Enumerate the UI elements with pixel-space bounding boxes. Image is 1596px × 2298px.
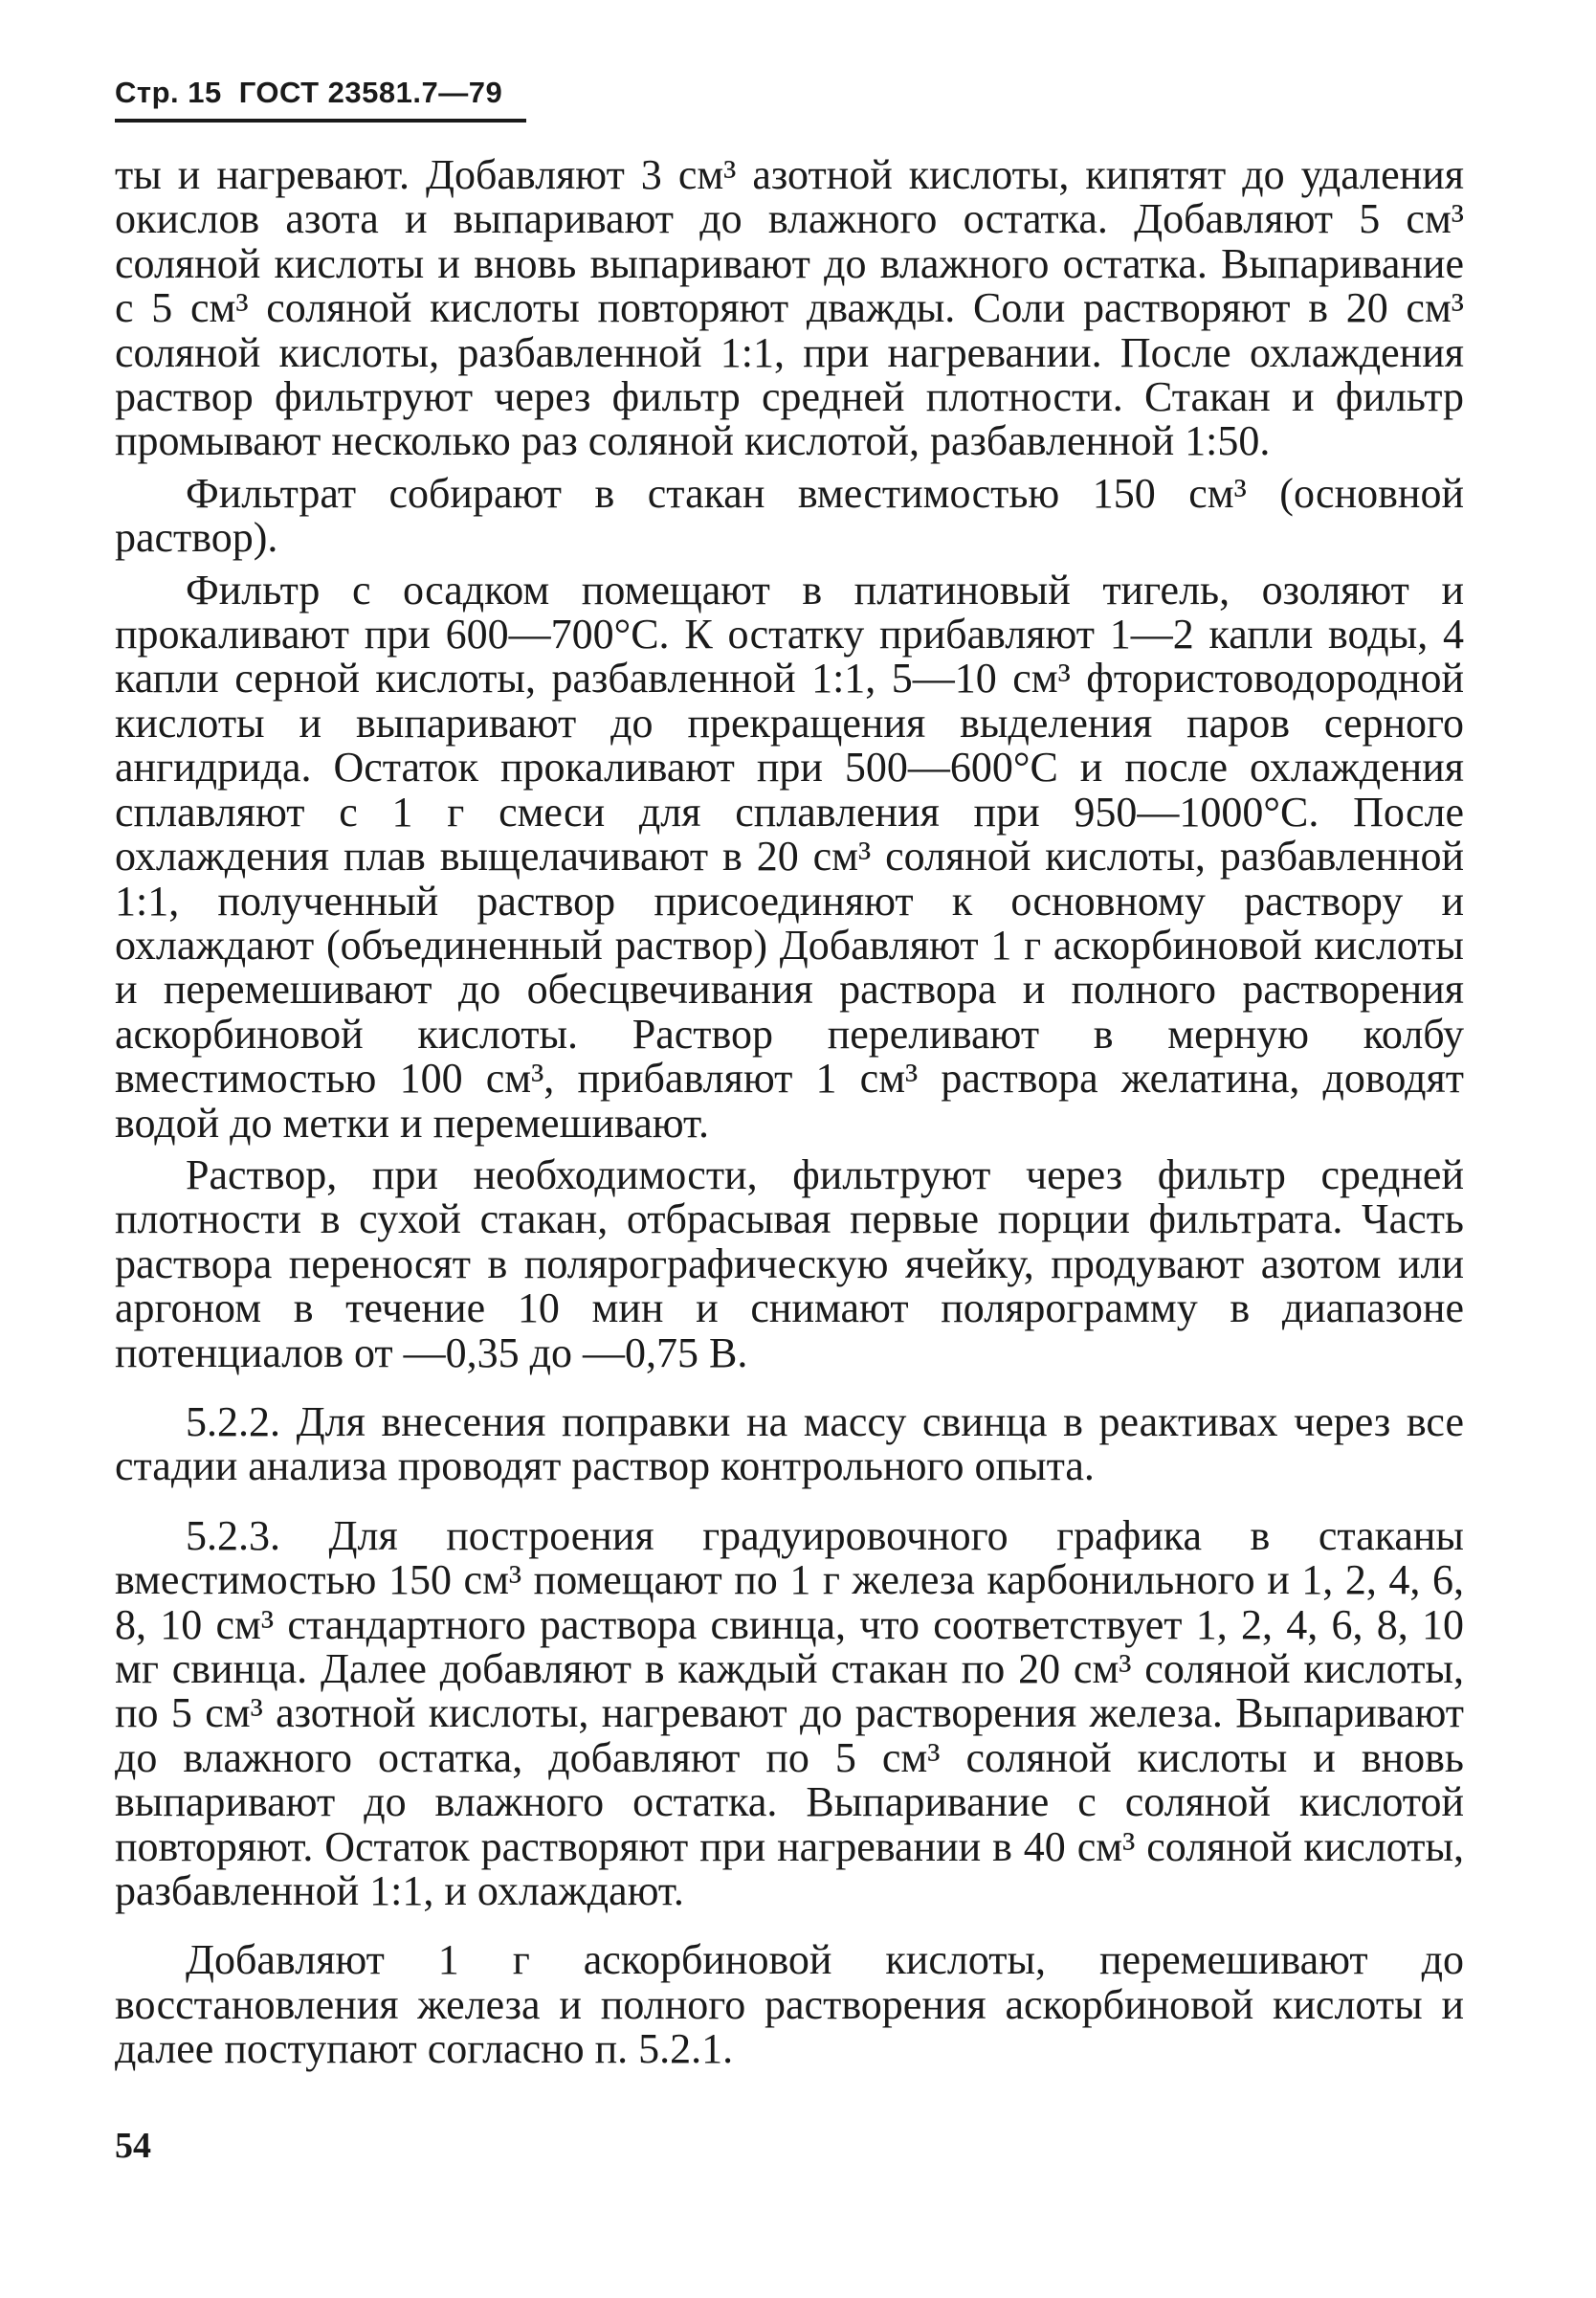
header-text <box>115 75 526 111</box>
paragraph-5-2-3: 5.2.3. Для построения градуировочного графика в стаканы вместимостью 150 см³ помещают по 1 г железа карбонильного и 1, 2, 4, 6, 8, 10 см³ стандартного раствора свинца, что соответствует 1, 2, 4, 6, 8, 10 мг свинца. Далее добавляют в каждый стакан по 20 см³ соляной кислоты, по 5 см³ азотной кислоты, нагревают до растворения железа. Выпаривают до влажного остатка, добавляют по 5 см³ соляной кислоты и вновь выпаривают до влажного остатка. Выпаривание с соляной кислотой повторяют. Остаток растворяют при нагревании в 40 см³ соляной кислоты, разбавленной 1:1, и охлаждают. <box>115 1511 1464 1915</box>
paragraph-filtrate: Фильтрат собирают в стакан вместимостью 150 см³ (основной раствор). <box>115 469 1464 562</box>
paragraph-continuation: ты и нагревают. Добавляют 3 см³ азотной кислоты, кипятят до удаления окислов азота и выпаривают до влажного остатка. Добавляют 5 см³ соляной кислоты и вновь выпаривают до влажного остатка. Выпаривание с 5 см³ соляной кислоты повторяют дважды. Соли растворяют в 20 см³ соляной кислоты, разбавленной 1:1, при нагревании. После охлаждения раствор фильтруют через фильтр средней плотности. Стакан и фильтр промывают несколько раз соляной кислотой, разбавленной 1:50. <box>115 151 1464 465</box>
header-rule <box>115 119 526 123</box>
page-number: 54 <box>115 2126 151 2166</box>
paragraph-filter-residue: Фильтр с осадком помещают в платиновый тигель, озоляют и прокаливают при 600—700°С. К остатку прибавляют 1—2 капли воды, 4 капли серной кислоты, разбавленной 1:1, 5—10 см³ фтористоводородной кислоты и выпаривают до прекращения выделения паров серного ангидрида. Остаток прокаливают при 500—600°С и после охлаждения сплавляют с 1 г смеси для сплавления при 950—1000°С. После охлаждения плав выщелачивают в 20 см³ соляной кислоты, разбавленной 1:1, полученный раствор присоединяют к основному раствору и охлаждают (объединенный раствор) Добавляют 1 г аскорбиновой кислоты и перемешивают до обесцвечивания раствора и полного растворения аскорбиновой кислоты. Раствор переливают в мерную колбу вместимостью 100 см³, прибавляют 1 см³ раствора желатина, доводят водой до метки и перемешивают. <box>115 566 1464 1147</box>
paragraph-ascorbic: Добавляют 1 г аскорбиновой кислоты, перемешивают до восстановления железа и полного растворения аскорбиновой кислоты и далее поступают согласно п. 5.2.1. <box>115 1936 1464 2073</box>
header-standard: ГОСТ 23581.7—79 <box>238 76 503 109</box>
body-text <box>115 153 1464 2072</box>
header-page-label: Стр. 15 <box>115 76 222 109</box>
page-header <box>115 75 526 111</box>
paragraph-polarogram: Раствор, при необходимости, фильтруют через фильтр средней плотности в сухой стакан, отбрасывая первые порции фильтрата. Часть раствора переносят в полярографическую ячейку, продувают азотом или аргоном в течение 10 мин и снимают полярограмму в диапазоне потенциалов от —0,35 до —0,75 В. <box>115 1150 1464 1376</box>
paragraph-5-2-2: 5.2.2. Для внесения поправки на массу свинца в реактивах через все стадии анализа проводят раствор контрольного опыта. <box>115 1397 1464 1490</box>
